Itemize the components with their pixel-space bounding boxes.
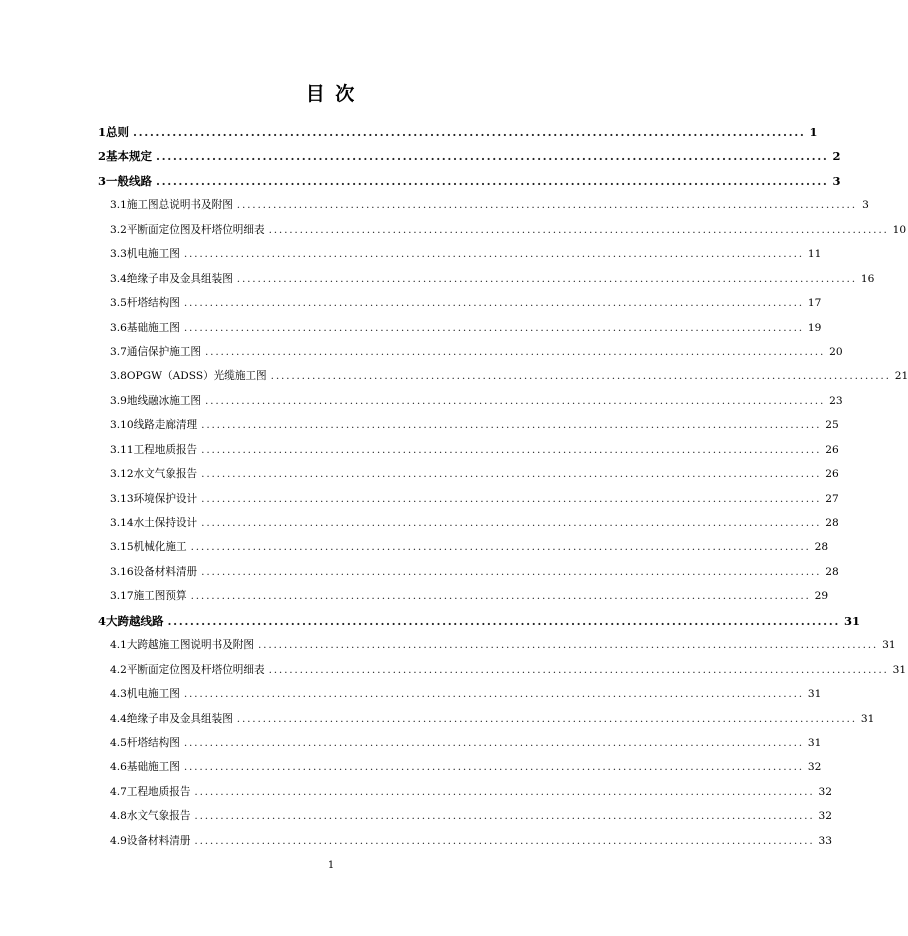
toc-dot-leader: ........................................................................................................................ — [257, 639, 879, 652]
toc-entry-page: 28 — [814, 541, 829, 554]
toc-section-entry[interactable] — [98, 267, 875, 291]
toc-entry-number: 3.2 — [110, 223, 127, 236]
toc-entry-title: 施工图预算 — [133, 590, 187, 603]
toc-chapter-entry[interactable] — [98, 144, 841, 168]
toc-section-entry[interactable] — [98, 413, 839, 437]
toc-section-entry[interactable] — [98, 584, 829, 608]
toc-section-entry[interactable] — [98, 780, 832, 804]
toc-entry-number: 4.2 — [110, 663, 127, 676]
toc-entry-number: 4.3 — [110, 688, 127, 701]
toc-entry-page: 19 — [807, 321, 822, 334]
toc-entry-page: 23 — [829, 394, 843, 407]
toc-entry-title: 通信保护施工图 — [126, 345, 202, 358]
toc-entry-number: 4.1 — [110, 639, 127, 652]
toc-entry-page: 3 — [832, 173, 841, 188]
toc-dot-leader: ........................................................................................................................ — [205, 394, 826, 407]
toc-entry-title: 施工图总说明书及附图 — [126, 199, 233, 212]
toc-section-entry[interactable] — [98, 511, 839, 535]
toc-section-entry[interactable] — [98, 242, 822, 266]
toc-entry-number: 3.15 — [110, 541, 134, 554]
toc-dot-leader: ........................................................................................................................ — [201, 517, 822, 529]
toc-entry-title: 基本规定 — [106, 149, 153, 164]
toc-entry-title: 地线融冰施工图 — [126, 394, 202, 407]
toc-entry-number: 3.14 — [110, 517, 134, 529]
toc-section-entry[interactable] — [98, 389, 843, 413]
toc-section-entry[interactable] — [98, 462, 839, 486]
toc-section-entry[interactable] — [98, 364, 908, 388]
toc-section-entry[interactable] — [98, 682, 822, 706]
toc-section-entry[interactable] — [98, 560, 839, 584]
toc-entry-page: 26 — [825, 443, 839, 456]
toc-section-entry[interactable] — [98, 193, 869, 217]
toc-entry-page: 3 — [862, 199, 869, 212]
toc-entry-page: 32 — [818, 785, 832, 798]
toc-entry-title: 水文气象报告 — [133, 468, 198, 481]
toc-entry-title: 线路走廊清理 — [133, 419, 198, 432]
toc-entry-page: 27 — [825, 492, 839, 505]
toc-entry-page: 32 — [818, 810, 832, 823]
toc-entry-title: 大跨越线路 — [106, 613, 164, 628]
toc-entry-number: 1 — [98, 125, 107, 139]
toc-entry-number: 3.11 — [110, 443, 134, 456]
toc-entry-number: 4.5 — [110, 736, 127, 749]
toc-entry-title: 环境保护设计 — [133, 492, 198, 505]
toc-entry-page: 32 — [807, 761, 822, 774]
toc-section-entry[interactable] — [98, 316, 822, 340]
toc-entry-page: 31 — [843, 613, 860, 628]
toc-entry-number: 3.13 — [110, 492, 134, 505]
toc-dot-leader: ........................................................................................................................ — [194, 834, 815, 847]
toc-entry-title: 设备材料清册 — [133, 565, 198, 578]
toc-entry-page: 31 — [807, 688, 822, 701]
toc-dot-leader: ........................................................................................................................ — [183, 761, 804, 774]
toc-section-entry[interactable] — [98, 731, 822, 755]
toc-entry-title: 绝缘子串及金具组装图 — [126, 712, 233, 725]
toc-entry-number: 3.1 — [110, 199, 127, 212]
toc-entry-page: 21 — [894, 370, 908, 383]
toc-dot-leader: ........................................................................................................................ — [190, 590, 811, 603]
toc-dot-leader: ........................................................................................................................ — [183, 321, 804, 334]
toc-entry-title: 一般线路 — [106, 173, 153, 188]
toc-entry-title: 设备材料清册 — [126, 834, 191, 847]
toc-dot-leader: ........................................................................................................................ — [190, 541, 811, 554]
toc-entry-page: 17 — [807, 297, 822, 310]
toc-chapter-entry[interactable] — [98, 120, 818, 144]
toc-dot-leader: ........................................................................................................................ — [194, 810, 815, 823]
toc-entry-number: 3.3 — [110, 248, 127, 261]
toc-entry-title: 机电施工图 — [126, 248, 180, 261]
toc-entry-number: 2 — [98, 149, 107, 164]
toc-section-entry[interactable] — [98, 340, 843, 364]
toc-dot-leader: ........................................................................................................................ — [183, 688, 804, 701]
toc-dot-leader: ........................................................................................................................ — [201, 443, 822, 456]
toc-dot-leader: ........................................................................................................................ — [205, 345, 826, 358]
toc-dot-leader: ........................................................................................................................ — [201, 565, 822, 578]
toc-entry-title: 杆塔结构图 — [126, 297, 180, 310]
toc-entry-number: 3.5 — [110, 297, 127, 310]
toc-dot-leader: ........................................................................................................................ — [236, 272, 857, 285]
toc-entry-title: 机械化施工 — [133, 541, 187, 554]
toc-section-entry[interactable] — [98, 487, 839, 511]
toc-dot-leader: ........................................................................................................................ — [268, 223, 889, 236]
toc-section-entry[interactable] — [98, 804, 832, 828]
toc-entry-page: 11 — [807, 248, 822, 261]
toc-dot-leader: ........................................................................................................................ — [183, 736, 804, 749]
toc-entry-title: 工程地质报告 — [126, 785, 191, 798]
toc-entry-title: 工程地质报告 — [133, 443, 198, 456]
toc-entry-page: 31 — [807, 736, 822, 749]
toc-entry-number: 4 — [98, 613, 107, 628]
toc-entry-title: 绝缘子串及金具组装图 — [126, 272, 233, 285]
toc-entry-number: 4.4 — [110, 712, 127, 725]
table-of-contents — [98, 120, 908, 853]
toc-entry-number: 3.10 — [110, 419, 134, 432]
toc-entry-page: 29 — [814, 590, 829, 603]
toc-dot-leader: ........................................................................................................................ — [194, 785, 815, 798]
toc-entry-number: 3.12 — [110, 468, 134, 481]
toc-dot-leader: ........................................................................................................................ — [268, 663, 889, 676]
toc-entry-number: 4.7 — [110, 785, 127, 798]
toc-entry-page: 28 — [825, 517, 839, 529]
toc-dot-leader: ........................................................................................................................ — [236, 712, 857, 725]
toc-entry-page: 16 — [860, 272, 875, 285]
toc-entry-title: 杆塔结构图 — [126, 736, 180, 749]
toc-entry-title: 平断面定位图及杆塔位明细表 — [126, 663, 265, 676]
toc-dot-leader: ........................................................................................................................ — [156, 149, 829, 164]
toc-dot-leader: ........................................................................................................................ — [167, 613, 840, 628]
toc-entry-number: 3.4 — [110, 272, 127, 285]
toc-entry-page: 20 — [829, 345, 843, 358]
toc-entry-number: 4.6 — [110, 761, 127, 774]
toc-dot-leader: ........................................................................................................................ — [183, 248, 804, 261]
toc-section-entry[interactable] — [98, 658, 907, 682]
toc-entry-number: 3.8 — [110, 370, 127, 383]
toc-entry-page: 33 — [818, 834, 832, 847]
toc-entry-number: 3.7 — [110, 345, 127, 358]
toc-entry-title: 平断面定位图及杆塔位明细表 — [126, 223, 265, 236]
toc-entry-page: 1 — [809, 125, 818, 139]
toc-chapter-entry[interactable] — [98, 609, 860, 633]
toc-section-entry[interactable] — [98, 707, 875, 731]
toc-entry-title: 大跨越施工图说明书及附图 — [126, 639, 254, 652]
toc-entry-page: 31 — [892, 663, 907, 676]
toc-entry-title: 水文气象报告 — [126, 810, 191, 823]
toc-entry-title: OPGW（ADSS）光缆施工图 — [126, 370, 267, 383]
toc-dot-leader: ........................................................................................................................ — [201, 419, 822, 432]
toc-dot-leader: ........................................................................................................................ — [236, 199, 857, 212]
toc-section-entry[interactable] — [98, 438, 839, 462]
toc-dot-leader: ........................................................................................................................ — [270, 370, 891, 383]
toc-entry-page: 10 — [892, 223, 907, 236]
toc-section-entry[interactable] — [98, 535, 829, 559]
toc-entry-number: 4.8 — [110, 810, 127, 823]
toc-entry-title: 水土保持设计 — [133, 517, 198, 529]
toc-entry-number: 4.9 — [110, 834, 127, 847]
toc-entry-title: 总则 — [106, 125, 130, 139]
toc-entry-page: 28 — [825, 565, 839, 578]
page-title: 目 次 — [305, 83, 357, 105]
toc-entry-title: 机电施工图 — [126, 688, 180, 701]
toc-entry-number: 3.16 — [110, 565, 134, 578]
toc-section-entry[interactable] — [98, 829, 832, 853]
toc-entry-page: 26 — [825, 468, 839, 481]
toc-dot-leader: ........................................................................................................................ — [201, 468, 822, 481]
toc-section-entry[interactable] — [98, 633, 896, 657]
page-number: 1 — [327, 860, 335, 871]
toc-section-entry[interactable] — [98, 218, 907, 242]
toc-entry-title: 基础施工图 — [126, 761, 180, 774]
toc-dot-leader: ........................................................................................................................ — [201, 492, 822, 505]
toc-entry-number: 3 — [98, 173, 107, 188]
toc-entry-number: 3.9 — [110, 394, 127, 407]
toc-entry-page: 31 — [860, 712, 875, 725]
toc-section-entry[interactable] — [98, 291, 822, 315]
toc-dot-leader: ........................................................................................................................ — [183, 297, 804, 310]
toc-section-entry[interactable] — [98, 755, 822, 779]
toc-chapter-entry[interactable] — [98, 169, 841, 193]
toc-entry-title: 基础施工图 — [126, 321, 180, 334]
toc-entry-number: 3.6 — [110, 321, 127, 334]
toc-entry-page: 25 — [825, 419, 839, 432]
toc-entry-page: 2 — [832, 149, 841, 164]
toc-dot-leader: ........................................................................................................................ — [133, 125, 806, 139]
toc-entry-page: 31 — [882, 639, 896, 652]
toc-dot-leader: ........................................................................................................................ — [156, 173, 829, 188]
toc-entry-number: 3.17 — [110, 590, 134, 603]
